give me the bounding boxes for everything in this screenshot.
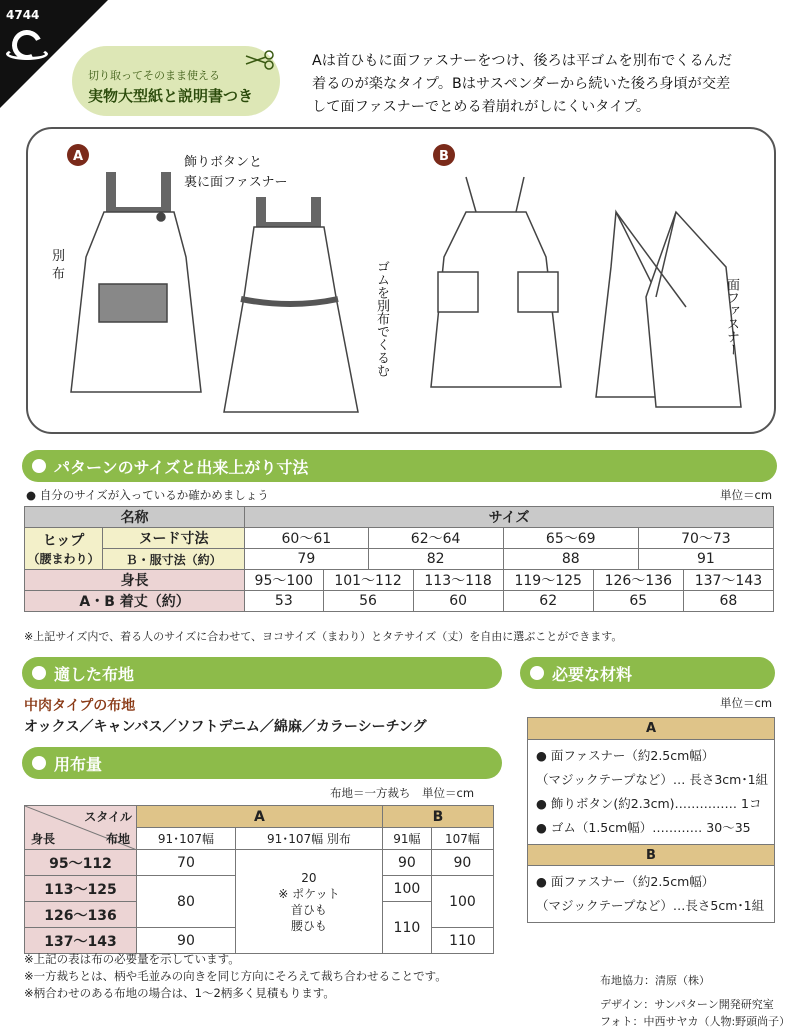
- yardage-cell: 110: [382, 902, 431, 954]
- badge-subtitle: 切り取ってそのまま使える: [88, 69, 220, 82]
- caption-fastener: 面ファスナー: [724, 278, 739, 356]
- size-cell: 53: [245, 591, 323, 612]
- yardage-sub-note: 腰ひも: [290, 918, 327, 933]
- section-fabric: [22, 657, 502, 689]
- material-item: ● 面ファスナー（約2.5cm幅）: [536, 874, 715, 889]
- yardage-b-header: B: [382, 806, 493, 828]
- size-cell: 65〜69: [503, 528, 638, 549]
- yardage-cell: 80: [137, 876, 236, 928]
- yardage-table: [24, 805, 494, 954]
- caption-gomu: ゴムを別布でくるむ: [374, 260, 389, 377]
- size-cell: 65: [593, 591, 683, 612]
- yardage-sub-note: ※ ポケット: [278, 886, 340, 901]
- section-yardage: [22, 747, 502, 779]
- label-b: B: [439, 149, 449, 164]
- style-label: スタイル: [84, 810, 132, 824]
- size-cell: 113〜118: [413, 570, 503, 591]
- fabric-col-label: 布地: [105, 832, 130, 846]
- material-item: ● 飾りボタン(約2.3cm)…………… 1コ: [536, 796, 762, 811]
- size-cell: 88: [503, 549, 638, 570]
- size-table-header-name: 名称: [25, 507, 245, 528]
- yardage-cell: 90: [137, 928, 236, 954]
- intro-line: Aは首ひもに面ファスナーをつけ、後ろは平ゴムを別布でくるんだ: [312, 53, 733, 69]
- height-label: 身長: [25, 570, 245, 591]
- credit-fabric: 布地協力：清原（株）: [600, 974, 710, 987]
- sizes-subtitle-text: 自分のサイズが入っているか確かめましょう: [39, 488, 269, 502]
- hip-sublabel: （腰まわり）: [27, 552, 100, 566]
- size-cell: 91: [638, 549, 773, 570]
- materials-unit: 単位＝cm: [720, 696, 773, 710]
- yardage-cell: 70: [137, 850, 236, 876]
- yardage-row-label: 95〜112: [25, 850, 137, 876]
- size-cell: 101〜112: [323, 570, 413, 591]
- sizes-note: ※上記サイズ内で、着る人のサイズに合わせて、ヨコサイズ（まわり）とタテサイズ（丈）を自由に選ぶことができます。: [24, 630, 623, 643]
- size-table: [24, 506, 774, 612]
- size-cell: 68: [683, 591, 773, 612]
- yardage-cell: 90: [382, 850, 431, 876]
- intro-text: [312, 50, 782, 119]
- yardage-col: 91･107幅: [137, 828, 236, 850]
- credit-design: デザイン：サンパターン開発研究室: [600, 998, 774, 1011]
- size-cell: 56: [323, 591, 413, 612]
- pattern-number: 4744: [6, 8, 40, 22]
- materials-b-header: B: [528, 844, 774, 866]
- yardage-col: 91幅: [382, 828, 431, 850]
- badge-title: 実物大型紙と説明書つき: [88, 87, 254, 105]
- sizes-subtitle: ● 自分のサイズが入っているか確かめましょう: [26, 488, 269, 502]
- apron-illustrations: [26, 127, 776, 434]
- yardage-note: ※上記の表は布の必要量を示しています。: [24, 952, 240, 966]
- yardage-row-label: 113〜125: [25, 876, 137, 902]
- material-item: ● ゴム（1.5cm幅）………… 30〜35: [536, 820, 751, 835]
- section-fabric-title: 適した布地: [54, 665, 135, 684]
- sizes-unit: 単位＝cm: [720, 488, 773, 502]
- yardage-col: 91･107幅 別布: [235, 828, 382, 850]
- size-cell: 70〜73: [638, 528, 773, 549]
- yardage-cell: 110: [431, 928, 493, 954]
- intro-line: して面ファスナーでとめる着崩れがしにくいタイプ。: [312, 99, 651, 115]
- hip-label: ヒップ: [42, 533, 85, 549]
- size-cell: 95〜100: [245, 570, 323, 591]
- yardage-sub-value: 20: [301, 870, 317, 885]
- yardage-cell: 100: [431, 876, 493, 928]
- fabric-type: 中肉タイプの布地: [24, 698, 136, 714]
- yardage-a-header: A: [137, 806, 383, 828]
- size-cell: 60: [413, 591, 503, 612]
- caption-button-1: 飾りボタンと: [184, 155, 263, 170]
- length-label: A・B 着丈（約）: [25, 591, 245, 612]
- size-cell: 60〜61: [245, 528, 368, 549]
- intro-line: 着るのが楽なタイプ。Bはサスペンダーから続いた後ろ身頃が交差: [312, 76, 731, 92]
- section-sizes-title: パターンのサイズと出来上がり寸法: [54, 458, 309, 477]
- section-sizes: [22, 450, 777, 482]
- size-cell: 79: [245, 549, 368, 570]
- scissors-icon: [242, 50, 276, 70]
- nude-label: ヌード寸法: [103, 528, 245, 549]
- yardage-row-label: 126〜136: [25, 902, 137, 928]
- size-cell: 119〜125: [503, 570, 593, 591]
- caption-betsununo-1: 別: [52, 249, 66, 264]
- size-cell: 137〜143: [683, 570, 773, 591]
- yardage-meta: 布地＝一方裁ち 単位＝cm: [330, 786, 475, 800]
- yardage-sub-note: 首ひも: [290, 902, 327, 917]
- caption-betsununo-2: 布: [52, 267, 66, 282]
- yardage-note: ※柄合わせのある布地の場合は、1〜2柄多く見積もります。: [24, 986, 335, 1000]
- yardage-cell: 100: [382, 876, 431, 902]
- materials-box: [527, 717, 775, 923]
- height-row-label: 身長: [31, 832, 56, 846]
- size-cell: 82: [368, 549, 503, 570]
- section-materials-title: 必要な材料: [552, 665, 633, 684]
- material-item: （マジックテープなど）…長さ5cm･1組: [536, 898, 765, 913]
- yardage-row-label: 137〜143: [25, 928, 137, 954]
- material-item: ● 面ファスナー（約2.5cm幅）: [536, 748, 715, 763]
- yardage-cell: 90: [431, 850, 493, 876]
- label-a: A: [73, 149, 84, 164]
- fabric-list: オックス／キャンバス／ソフトデニム／綿麻／カラーシーチング: [24, 719, 427, 735]
- brand-logo-ring: [6, 48, 48, 60]
- yardage-col: 107幅: [431, 828, 493, 850]
- size-cell: 126〜136: [593, 570, 683, 591]
- credit-photo: フォト：中西サヤカ（人物:野頭尚子）: [600, 1015, 791, 1028]
- size-cell: 62〜64: [368, 528, 503, 549]
- material-item: （マジックテープなど）… 長さ3cm･1組: [536, 772, 769, 787]
- finish-label: Ｂ・服寸法（約）: [103, 549, 245, 570]
- yardage-note: ※一方裁ちとは、柄や毛並みの向きを同じ方向にそろえて裁ち合わせることです。: [24, 969, 447, 983]
- section-materials: [520, 657, 775, 689]
- caption-button-2: 裏に面ファスナー: [184, 175, 288, 190]
- size-cell: 62: [503, 591, 593, 612]
- materials-a-header: A: [528, 718, 774, 740]
- size-table-header-size: サイズ: [245, 507, 774, 528]
- section-yardage-title: 用布量: [54, 755, 103, 774]
